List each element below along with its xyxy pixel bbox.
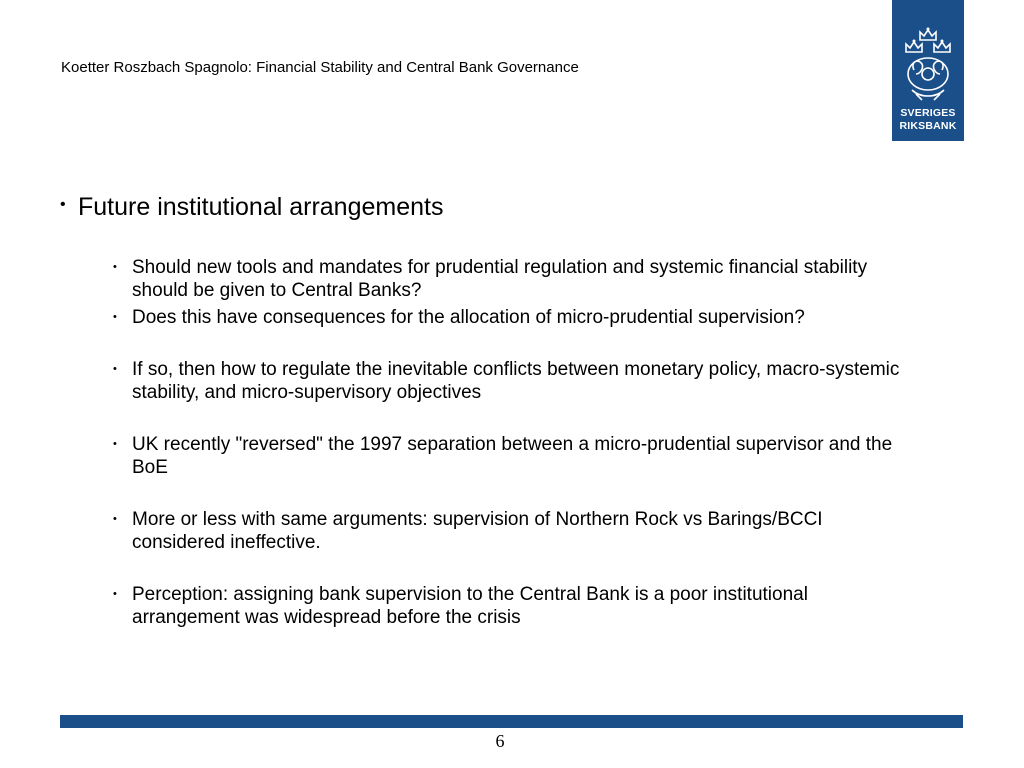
list-item-text: Perception: assigning bank supervision to the Central Bank is a poor institutional arrangement was widespread before the crisis: [132, 584, 808, 628]
logo-text-riksbank: RIKSBANK: [899, 120, 957, 132]
footer-bar: [60, 715, 963, 728]
list-item: [113, 508, 913, 554]
sub-bullet-icon: •: [113, 513, 117, 525]
list-item-text: UK recently "reversed" the 1997 separation between a micro-prudential supervisor and the BoE: [132, 434, 893, 478]
main-heading: Future institutional arrangements: [78, 193, 444, 221]
sub-bullet-icon: •: [113, 438, 117, 450]
sub-bullet-icon: •: [113, 588, 117, 600]
sub-bullet-icon: •: [113, 311, 117, 323]
slide-header-title: Koetter Roszbach Spagnolo: Financial Stability and Central Bank Governance: [61, 59, 579, 76]
main-heading-bullet: [60, 193, 443, 222]
sub-bullet-icon: •: [113, 261, 117, 273]
list-item-text: Should new tools and mandates for prudential regulation and systemic financial stability should be given to Central Banks?: [132, 257, 868, 301]
list-item-text: If so, then how to regulate the inevitable conflicts between monetary policy, macro-systemic stability, and micro-supervisory objectives: [132, 359, 900, 403]
list-item: [113, 306, 913, 329]
list-item-text: Does this have consequences for the allocation of micro-prudential supervision?: [132, 307, 805, 328]
list-item: [113, 358, 913, 404]
list-item: [113, 256, 913, 302]
list-item: [113, 583, 913, 629]
bullet-icon: •: [60, 196, 66, 214]
list-item: [113, 433, 913, 479]
page-number: 6: [495, 731, 505, 751]
list-item-text: More or less with same arguments: supervision of Northern Rock vs Barings/BCCI considered ineffective.: [132, 509, 823, 553]
logo-text-sveriges: SVERIGES: [900, 107, 956, 119]
riksbank-logo: [892, 0, 964, 141]
sub-bullet-icon: •: [113, 363, 117, 375]
